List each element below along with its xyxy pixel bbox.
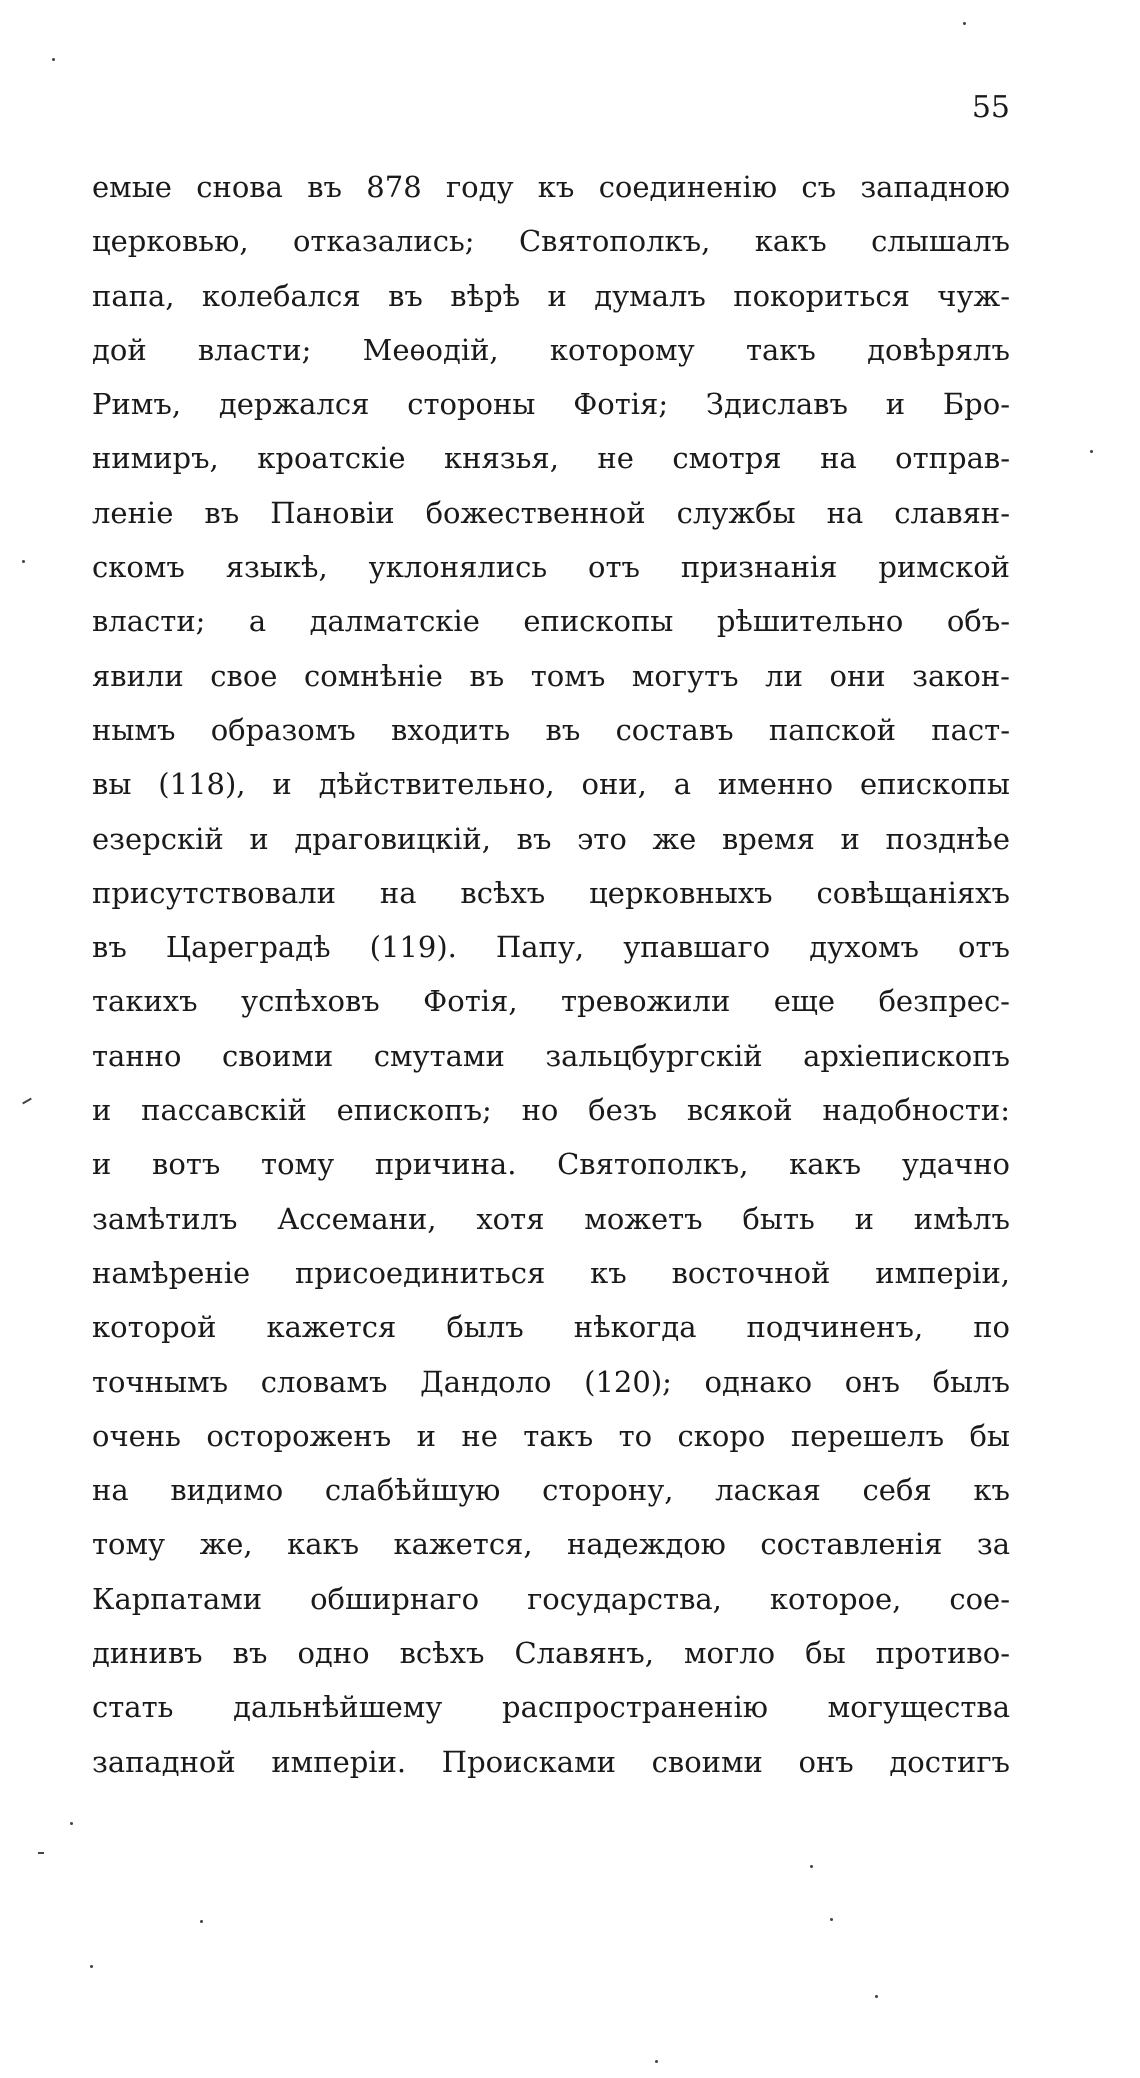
text-line: и вотъ тому причина. Святополкъ, какъ удачно — [92, 1147, 1010, 1182]
text-line: тому же, какъ кажется, надеждою составленія за — [92, 1527, 1010, 1562]
scan-speck — [875, 1995, 878, 1998]
text-line: папа, колебался въ вѣрѣ и думалъ покориться чуж- — [92, 278, 1010, 313]
text-line: власти; а далматскіе епископы рѣшительно объ- — [92, 604, 1010, 639]
text-line: динивъ въ одно всѣхъ Славянъ, могло бы противо- — [92, 1636, 1010, 1671]
text-line: замѣтилъ Ассемани, хотя можетъ быть и имѣлъ — [92, 1201, 1010, 1236]
text-line: нимиръ, кроатскіе князья, не смотря на отправ- — [92, 441, 1010, 476]
text-line: очень остороженъ и не такъ то скоро перешелъ бы — [92, 1418, 1010, 1453]
scan-speck — [810, 1865, 813, 1868]
text-line: езерскій и драговицкій, въ это же время и позднѣе — [92, 821, 1010, 856]
text-line: явили свое сомнѣніе въ томъ могутъ ли они закон- — [92, 658, 1010, 693]
text-line: западной имперіи. Происками своими онъ достигъ — [92, 1744, 1010, 1779]
scan-speck — [90, 1965, 93, 1968]
scan-speck — [38, 1852, 44, 1854]
text-line: танно своими смутами зальцбургскій архіепископъ — [92, 1038, 1010, 1073]
scan-speck — [1090, 450, 1093, 453]
text-line: на видимо слабѣйшую сторону, лаская себя къ — [92, 1473, 1010, 1508]
text-line: и пассавскій епископъ; но безъ всякой надобности: — [92, 1093, 1010, 1128]
text-line: Карпатами обширнаго государства, которое, сое- — [92, 1581, 1010, 1616]
body-text — [92, 160, 1010, 1789]
scan-speck — [655, 2060, 658, 2063]
text-line: присутствовали на всѣхъ церковныхъ совѣщаніяхъ — [92, 875, 1010, 910]
text-line: которой кажется былъ нѣкогда подчиненъ, по — [92, 1310, 1010, 1345]
text-line: Римъ, держался стороны Фотія; Здиславъ и Бро- — [92, 387, 1010, 422]
text-line: въ Цареградѣ (119). Папу, упавшаго духомъ отъ — [92, 930, 1010, 965]
text-line: намѣреніе присоединиться къ восточной имперіи, — [92, 1255, 1010, 1290]
text-line: церковью, отказались; Святополкъ, какъ слышалъ — [92, 224, 1010, 259]
text-line: вы (118), и дѣйствительно, они, а именно епископы — [92, 767, 1010, 802]
text-line: точнымъ словамъ Дандоло (120); однако онъ былъ — [92, 1364, 1010, 1399]
text-line: дой власти; Меѳодій, которому такъ довѣрялъ — [92, 332, 1010, 367]
scan-speck — [52, 58, 55, 61]
text-line: нымъ образомъ входить въ составъ папской паст- — [92, 712, 1010, 747]
text-line: стать дальнѣйшему распространенію могущества — [92, 1690, 1010, 1725]
scan-speck — [830, 1918, 833, 1921]
text-line: леніе въ Пановіи божественной службы на славян- — [92, 495, 1010, 530]
scan-speck — [22, 1098, 32, 1105]
text-line: скомъ языкѣ, уклонялись отъ признанія римской — [92, 550, 1010, 585]
text-line: такихъ успѣховъ Фотія, тревожили еще безпрес- — [92, 984, 1010, 1019]
scan-speck — [22, 560, 25, 563]
scan-speck — [963, 22, 966, 25]
page-number: 55 — [971, 90, 1010, 125]
scan-speck — [200, 1920, 203, 1923]
scan-speck — [70, 1822, 73, 1825]
text-line: емые снова въ 878 году къ соединенію съ западною — [92, 170, 1010, 204]
